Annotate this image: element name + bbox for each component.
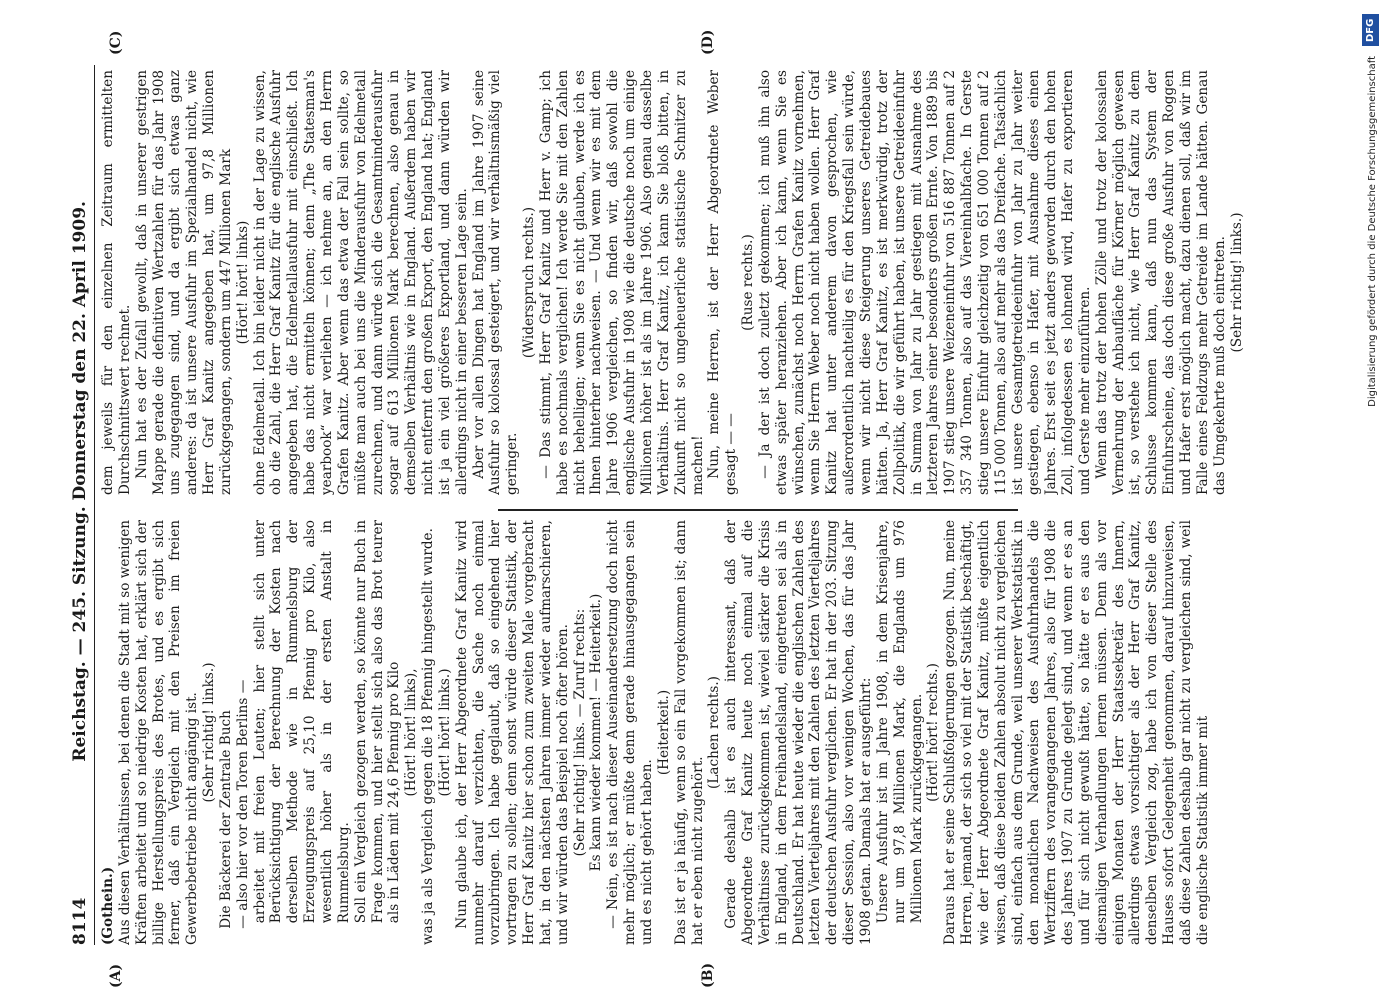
paragraph: Nun hat es der Zufall gewollt, daß in unserer gestrigen Mappe gerade die definitiven Wertzahlen für das Jahr 1908 uns zugegangen sind, und da ergibt sich etwas ganz anderes: da ist unsere Ausfuhr im Spezialhandel nicht, wie Herr Graf Kanitz angegeben hat, um 97,8 Millionen zurückgegangen, sondern um 447 Millionen Mark <box>133 70 234 495</box>
paragraph: Unsere Ausfuhr ist im Jahre 1908, in dem Krisenjahre, nur um 97,8 Millionen Mark, die Englands um 976 Millionen Mark zurückgegangen. <box>874 520 925 924</box>
paragraph: Aus diesen Verhältnissen, bei denen die Stadt mit so wenigen Kräften arbeitet und so niedrige Kosten hat, erklärt sich der billige Herstellungspreis des Brotes, und es ergibt sich ferner, daß ein Vergleich mit den Preisen im freien Gewerbebetriebe nicht angängig ist. <box>116 520 201 945</box>
paragraph: ohne Edelmetall. Ich bin leider nicht in der Lage zu wissen, ob die Zahl, die Herr Graf Kanitz für die englische Ausfuhr angegeben hat, die Edelmetallausfuhr mit einschließt. Ich habe das nicht ermitteln können; denn „The Statesman's yearbook“ war verliehen — ich nehme an, an den Herrn Grafen Kanitz. Aber wenn das etwa der Fall sein sollte, so müßte man auch bei uns die Minderausfuhr von Edelmetall zurechnen, und dann würde sich die Gesamtminderausfuhr sogar auf 613 Millionen Mark berechnen, also genau in demselben Verhältnis wie in England. Außerdem haben wir nicht entfernt den großen Export, den England hat; England ist ja ein viel größeres Exportland, und dann würden wir allerdings nicht in einer besseren Lage sein. <box>251 70 470 495</box>
paragraph: — also hier vor den Toren Berlins — <box>234 679 251 929</box>
interjection: (Sehr richtig! links.) <box>1228 212 1245 353</box>
margin-letter-c: (C) <box>108 30 124 55</box>
text-column-left <box>100 520 1250 945</box>
interjection: (Hört! hört! links) <box>234 220 251 345</box>
paragraph: arbeitet mit freien Leuten; hier stellt sich unter Berücksichtigung der Berechnung der Kosten nach derselben Methode wie in Rummelsburg der Erzeugungspreis auf 25,10 Pfennig pro Kilo, also wesentlich höher als in der ersten Anstalt in Rummelsburg. <box>251 520 352 924</box>
interjection: (Heiterkeit.) <box>655 689 672 776</box>
interjection: (Hört! hört! links), <box>403 668 420 797</box>
interjection: (Widerspruch rechts.) <box>521 206 538 359</box>
page-header <box>60 65 95 945</box>
interjection: Es kann wieder kommen! — Heiterkeit.) <box>588 593 605 872</box>
paragraph: Nun, meine Herren, ist der Herr Abgeordnete Weber gesagt — — <box>706 70 740 495</box>
paragraph: Gerade deshalb ist es auch interessant, daß der Abgeordnete Graf Kanitz heute noch einmal auf die Verhältnisse zurückgekommen ist, wieviel stärker die Krisis in England, in dem Freihandelsland, eingetreten sei als in Deutschland. Er hat heute wieder die englischen Zahlen des letzten Vierteljahres mit den Zahlen des letzten Vierteljahres der deutschen Ausfuhr verglichen. Er hat in der 203. Sitzung dieser Session, also vor wenigen Wochen, das für das Jahr 1908 getan. Damals hat er ausgeführt: <box>723 520 874 945</box>
interjection: (Lachen rechts.) <box>706 676 723 789</box>
margin-letter-a: (A) <box>108 963 124 988</box>
interjection: (Sehr richtig! links.) <box>201 662 218 803</box>
paragraph: Nun glaube ich, der Herr Abgeordnete Graf Kanitz wird nunmehr darauf verzichten, die Sache noch einmal vorzubringen. Ich habe geglaubt, daß so eingehend hier vortragen zu sollen; denn sonst würde dieser Statistik, der Herr Graf Kanitz hier schon zum zweiten Male vorgebracht hat, in den nächsten Jahren immer wieder aufmarschieren, und wir würden das Beispiel noch öfter hören. <box>453 520 571 945</box>
digitization-sidebar <box>1359 8 1379 988</box>
paragraph: dem jeweils für den einzelnen Zeitraum ermittelten Durchschnittswert rechnet. <box>100 70 133 495</box>
paragraph: — Ja der ist doch zuletzt gekommen; ich muß ihn also etwas später heranziehen. Aber ich kann, wenn Sie es wünschen, zunächst noch Herrn Grafen Kanitz vornehmen, wenn Sie Herrn Weber noch nicht haben wollen. Herr Graf Kanitz hat unter anderem davon gesprochen, wie außerordentlich nachteilig es für den Kriegsfall sein würde, wenn wir nicht diese Steigerung unseres Getreidebaues hätten. Ja, Herr Graf Kanitz, es ist merkwürdig, trotz der Zollpolitik, die wir geführt haben, ist unsere Getreideeinfuhr in Summa von Jahr zu Jahr gestiegen mit Ausnahme des letzteren Jahres einer besonders großen Ernte. Von 1889 bis 1907 stieg unsere Weizeneinfuhr von 516 887 Tonnen auf 2 357 340 Tonnen, also auf das Viereinhalbfache. In Gerste stieg unsere Einfuhr gleichzeitig von 651 000 Tonnen auf 2 115 000 Tonnen, also auf mehr als das Dreifache. Tatsächlich ist unsere Gesamtgetreideeinfuhr von Jahr zu Jahr weiter gestiegen, ebenso in Hafer, mit Ausnahme dieses einen Jahres. Erst seit es jetzt anders geworden durch den hohen Zoll, infolgedessen es lohnend wird, Hafer zu exportieren und Gerste mehr einzuführen. <box>756 70 1093 495</box>
interjection: (Sehr richtig! links. — Zuruf rechts: <box>571 608 588 857</box>
digitization-note: Digitalisierung gefördert durch die Deutsche Forschungsgemeinschaft <box>1367 56 1378 407</box>
interjection: (Ruse rechts.) <box>740 234 757 331</box>
paragraph: Das ist er ja häufig, wenn so ein Fall vorgekommen ist; dann hat er eben nicht zugehört. <box>672 520 706 945</box>
column-divider <box>498 509 1018 511</box>
paragraph: was ja als Vergleich gegen die 18 Pfennig hingestellt wurde. <box>420 528 437 945</box>
interjection: (Hört! hört! rechts.) <box>925 663 942 802</box>
paragraph: Aber vor allen Dingen hat England im Jahre 1907 seine Ausfuhr so kolossal gesteigert, und wir verhältnismäßig viel geringer. <box>470 70 521 495</box>
paragraph: Die Bäckerei der Zentrale Buch <box>217 710 234 929</box>
paragraph: Soll ein Vergleich gezogen werden, so könnte nur Buch in Frage kommen, und hier stellt sich also das Brot teurer als in Läden mit 24,6 Pfennig pro Kilo <box>352 520 403 924</box>
margin-letter-d: (D) <box>700 29 716 55</box>
speaker-label: (Gothein.) <box>100 866 116 945</box>
page-number: 8114 <box>70 897 90 945</box>
margin-letter-b: (B) <box>700 962 716 988</box>
interjection: (Hört! hört! links.) <box>436 668 453 797</box>
paragraph: — Das stimmt, Herr Graf Kanitz und Herr v. Gamp; ich habe es nochmals verglichen! Ich werde Sie mit den Zahlen nicht behelligen; wenn Sie es nicht glauben, werde ich es Ihnen hinterher nachweisen. — Und wenn wir es mit dem Jahre 1906 vergleichen, so finden wir, daß sowohl die englische Ausfuhr in 1908 wie die deutsche noch um einige Millionen höher ist als im Jahre 1906. Also genau dasselbe Verhältnis. Herr Graf Kanitz, ich kann Sie bloß bitten, in Zukunft nicht so ungeheuerliche statistische Schnitzer zu machen! <box>537 70 706 495</box>
dfg-logo: DFG <box>1362 14 1379 46</box>
paragraph: Wenn das trotz der hohen Zölle und trotz der kolossalen Vermehrung der Anbaufläche für Körner möglich gewesen ist, so verstehe ich nicht, wie Herr Graf Kanitz zu dem Schlusse kommen kann, daß nun das System der Einfuhrscheine, das doch diese große Ausfuhr von Roggen und Hafer erst möglich macht, dazu dienen soll, daß wir im Falle eines Feldzugs mehr Getreide im Lande hätten. Genau das Umgekehrte muß doch eintreten. <box>1093 70 1228 495</box>
paragraph: — Nein, es ist nach dieser Auseinandersetzung doch nicht mehr möglich; er müßte denn gerade hinausgegangen sein und es nicht gehört haben. <box>605 520 655 945</box>
page-title: Reichstag. — 245. Sitzung. Donnerstag den 22. April 1909. <box>70 201 90 762</box>
paragraph: Daraus hat er seine Schlußfolgerungen gezogen. Nun, meine Herren, jemand, der sich so viel mit der Statistik beschäftigt, wie der Herr Abgeordnete Graf Kanitz, müßte eigentlich wissen, daß diese beiden Zahlen absolut nicht zu vergleichen sind, einfach aus dem Grunde, weil unserer Werkstatistik in den monatlichen Nachweisen des Ausfuhrhandels die Wertziffern des vorangegangenen Jahres, also für 1908 die des Jahres 1907 zu Grunde gelegt sind, und wenn er es an und für sich nicht gewußt hätte, so hätte er es aus den diesmaligen Verhandlungen lernen müssen. Denn als vor einigen Monaten der Herr Staatssekretär des Innern, allerdings etwas vorsichtiger als der Herr Graf Kanitz, denselben Vergleich zog, habe ich von dieser Stelle des Hauses sofort Gelegenheit genommen, darauf hinzuweisen, daß diese Zahlen deshalb gar nicht zu vergleichen sind, weil die englische Statistik immer mit <box>942 520 1211 945</box>
text-column-right <box>100 70 1250 495</box>
